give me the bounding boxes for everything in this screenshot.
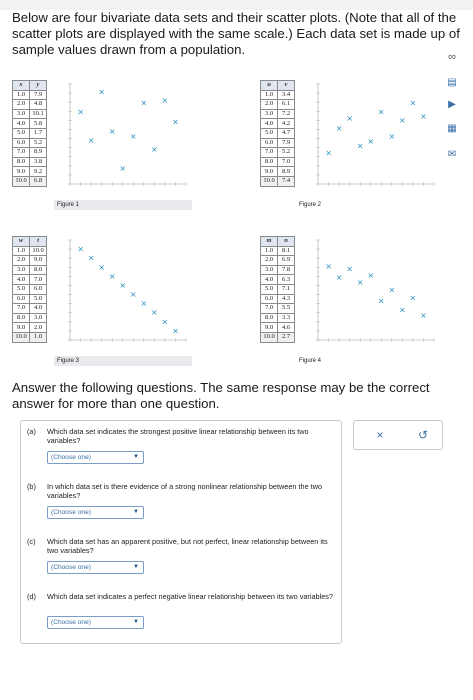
data-point: × bbox=[108, 271, 116, 281]
data-point: × bbox=[346, 264, 353, 274]
data-point: × bbox=[399, 305, 406, 315]
data-point: × bbox=[325, 148, 332, 158]
question-text: Which data set indicates a perfect negative linear relationship between its two variables? bbox=[47, 592, 333, 601]
scatter-plot-4 bbox=[308, 236, 438, 350]
data-point: × bbox=[356, 141, 364, 151]
table-row: 6.0 4.3 bbox=[261, 294, 295, 304]
table-row: 7.0 5.2 bbox=[261, 148, 295, 158]
data-point: × bbox=[77, 244, 84, 254]
data-point: × bbox=[119, 164, 127, 174]
data-point: × bbox=[98, 87, 105, 97]
data-point: × bbox=[87, 253, 95, 263]
table-row: 3.0 8.0 bbox=[13, 265, 47, 275]
table-row: 8.0 3.8 bbox=[13, 157, 47, 167]
select-value: (Choose one) bbox=[51, 454, 91, 461]
data-point: × bbox=[409, 98, 417, 108]
table-row: 4.0 6.3 bbox=[261, 275, 295, 285]
table-row: 7.0 8.9 bbox=[13, 148, 47, 158]
data-point: × bbox=[399, 115, 406, 125]
table-row: 6.0 5.0 bbox=[13, 294, 47, 304]
data-point: × bbox=[98, 262, 105, 272]
data-point: × bbox=[325, 261, 332, 271]
data-point: × bbox=[356, 278, 364, 288]
table-row: 9.0 4.6 bbox=[261, 323, 295, 333]
select-value: (Choose one) bbox=[51, 564, 91, 571]
data-point: × bbox=[388, 132, 396, 142]
table-row: 4.0 4.2 bbox=[261, 119, 295, 129]
table-row: 6.0 5.2 bbox=[13, 138, 47, 148]
action-panel bbox=[353, 420, 443, 450]
scatter-plot-3 bbox=[60, 236, 190, 350]
figure-3 bbox=[12, 236, 212, 368]
calculator-icon[interactable]: ▦ bbox=[447, 123, 457, 134]
data-point: × bbox=[161, 95, 169, 105]
table-row: 2.0 9.0 bbox=[13, 256, 47, 266]
data-point: × bbox=[420, 112, 427, 122]
data-point: × bbox=[77, 107, 84, 117]
table-row: 4.0 5.8 bbox=[13, 119, 47, 129]
data-table-1 bbox=[12, 80, 47, 187]
undo-button[interactable]: ↺ bbox=[417, 428, 429, 442]
table-row: 6.0 7.9 bbox=[261, 138, 295, 148]
dropdown-arrow-icon: ▼ bbox=[133, 454, 139, 460]
figure-caption: Figure 1 bbox=[54, 200, 192, 210]
table-row: 10.0 2.7 bbox=[261, 332, 295, 342]
data-point: × bbox=[140, 98, 148, 108]
data-point: × bbox=[377, 296, 385, 306]
table-row: 10.0 1.0 bbox=[13, 332, 47, 342]
dropdown-arrow-icon: ▼ bbox=[133, 564, 139, 570]
data-point: × bbox=[409, 293, 417, 303]
mail-icon[interactable]: ✉ bbox=[447, 149, 457, 160]
data-point: × bbox=[151, 308, 158, 318]
table-row: 1.0 3.4 bbox=[261, 90, 295, 100]
data-point: × bbox=[151, 144, 158, 154]
figure-2 bbox=[260, 80, 460, 212]
notes-icon[interactable]: ▤ bbox=[447, 77, 457, 88]
data-point: × bbox=[87, 135, 95, 145]
figure-caption: Figure 2 bbox=[299, 202, 322, 208]
table-row: 8.0 3.3 bbox=[261, 313, 295, 323]
table-row: 5.0 6.0 bbox=[13, 284, 47, 294]
table-row: 8.0 3.0 bbox=[13, 313, 47, 323]
data-point: × bbox=[367, 270, 375, 280]
data-point: × bbox=[420, 310, 427, 320]
figure-1 bbox=[12, 80, 212, 212]
table-row: 1.0 7.9 bbox=[13, 90, 47, 100]
table-row: 1.0 8.1 bbox=[261, 246, 295, 256]
questions-intro: Answer the following questions. The same response may be the correct answer for more than one question. bbox=[12, 380, 430, 411]
table-row: 7.0 4.0 bbox=[13, 304, 47, 314]
table-row: 5.0 4.7 bbox=[261, 128, 295, 138]
table-row: 2.0 4.8 bbox=[13, 100, 47, 110]
table-header: w t bbox=[13, 237, 47, 247]
table-row: 9.0 9.2 bbox=[13, 167, 47, 177]
answer-select-b[interactable] bbox=[47, 506, 144, 519]
table-row: 10.0 6.8 bbox=[13, 176, 47, 186]
data-table-2 bbox=[260, 80, 295, 187]
table-row: 9.0 8.9 bbox=[261, 167, 295, 177]
data-point: × bbox=[172, 326, 179, 336]
data-point: × bbox=[140, 299, 148, 309]
table-header: m n bbox=[261, 237, 295, 247]
data-point: × bbox=[388, 285, 396, 295]
answer-select-a[interactable] bbox=[47, 451, 144, 464]
table-row: 5.0 7.1 bbox=[261, 284, 295, 294]
data-point: × bbox=[367, 136, 375, 146]
answer-select-d[interactable] bbox=[47, 616, 144, 629]
table-row: 2.0 6.1 bbox=[261, 100, 295, 110]
question-label: (b) bbox=[27, 482, 36, 491]
data-point: × bbox=[129, 290, 137, 300]
table-row: 3.0 10.1 bbox=[13, 109, 47, 119]
question-text: In which data set is there evidence of a strong nonlinear relationship between the two variables? bbox=[47, 482, 323, 500]
data-point: × bbox=[108, 126, 116, 136]
table-row: 9.0 2.0 bbox=[13, 323, 47, 333]
question-label: (d) bbox=[27, 592, 36, 601]
table-header: x y bbox=[13, 81, 47, 91]
video-icon[interactable]: ▶ bbox=[448, 99, 456, 110]
question-text: Which data set has an apparent positive, but not perfect, linear relationship between its two variables? bbox=[47, 537, 328, 555]
question-panel bbox=[20, 420, 342, 644]
select-value: (Choose one) bbox=[51, 619, 91, 626]
question-label: (a) bbox=[27, 427, 36, 436]
data-point: × bbox=[377, 107, 385, 117]
table-header: u v bbox=[261, 81, 295, 91]
figure-caption: Figure 4 bbox=[299, 358, 322, 364]
link-icon[interactable]: ∞ bbox=[448, 51, 456, 63]
data-point: × bbox=[119, 280, 127, 290]
data-point: × bbox=[335, 272, 343, 282]
clear-button[interactable]: × bbox=[376, 428, 384, 442]
data-table-3 bbox=[12, 236, 47, 343]
table-row: 8.0 7.0 bbox=[261, 157, 295, 167]
figure-caption: Figure 3 bbox=[54, 356, 192, 366]
figure-4 bbox=[260, 236, 460, 368]
table-row: 3.0 7.8 bbox=[261, 265, 295, 275]
table-row: 4.0 7.0 bbox=[13, 275, 47, 285]
table-row: 5.0 1.7 bbox=[13, 128, 47, 138]
question-label: (c) bbox=[27, 537, 36, 546]
answer-select-c[interactable] bbox=[47, 561, 144, 574]
data-point: × bbox=[346, 114, 353, 124]
select-value: (Choose one) bbox=[51, 509, 91, 516]
intro-text: Below are four bivariate data sets and their scatter plots. (Note that all of the scatter plots are displayed with the same scale.) Each data set is made up of sample values drawn from a population. bbox=[12, 10, 460, 57]
top-bar bbox=[0, 0, 473, 10]
data-point: × bbox=[335, 124, 343, 134]
dropdown-arrow-icon: ▼ bbox=[133, 619, 139, 625]
dropdown-arrow-icon: ▼ bbox=[133, 509, 139, 515]
table-row: 2.0 6.9 bbox=[261, 256, 295, 266]
table-row: 1.0 10.0 bbox=[13, 246, 47, 256]
data-table-4 bbox=[260, 236, 295, 343]
data-point: × bbox=[161, 317, 169, 327]
scatter-plot-2 bbox=[308, 80, 438, 194]
table-row: 7.0 5.5 bbox=[261, 304, 295, 314]
scatter-plot-1 bbox=[60, 80, 190, 194]
data-point: × bbox=[129, 132, 137, 142]
table-row: 3.0 7.2 bbox=[261, 109, 295, 119]
question-text: Which data set indicates the strongest positive linear relationship between its two variables? bbox=[47, 427, 309, 445]
data-point: × bbox=[172, 117, 179, 127]
table-row: 10.0 7.4 bbox=[261, 176, 295, 186]
